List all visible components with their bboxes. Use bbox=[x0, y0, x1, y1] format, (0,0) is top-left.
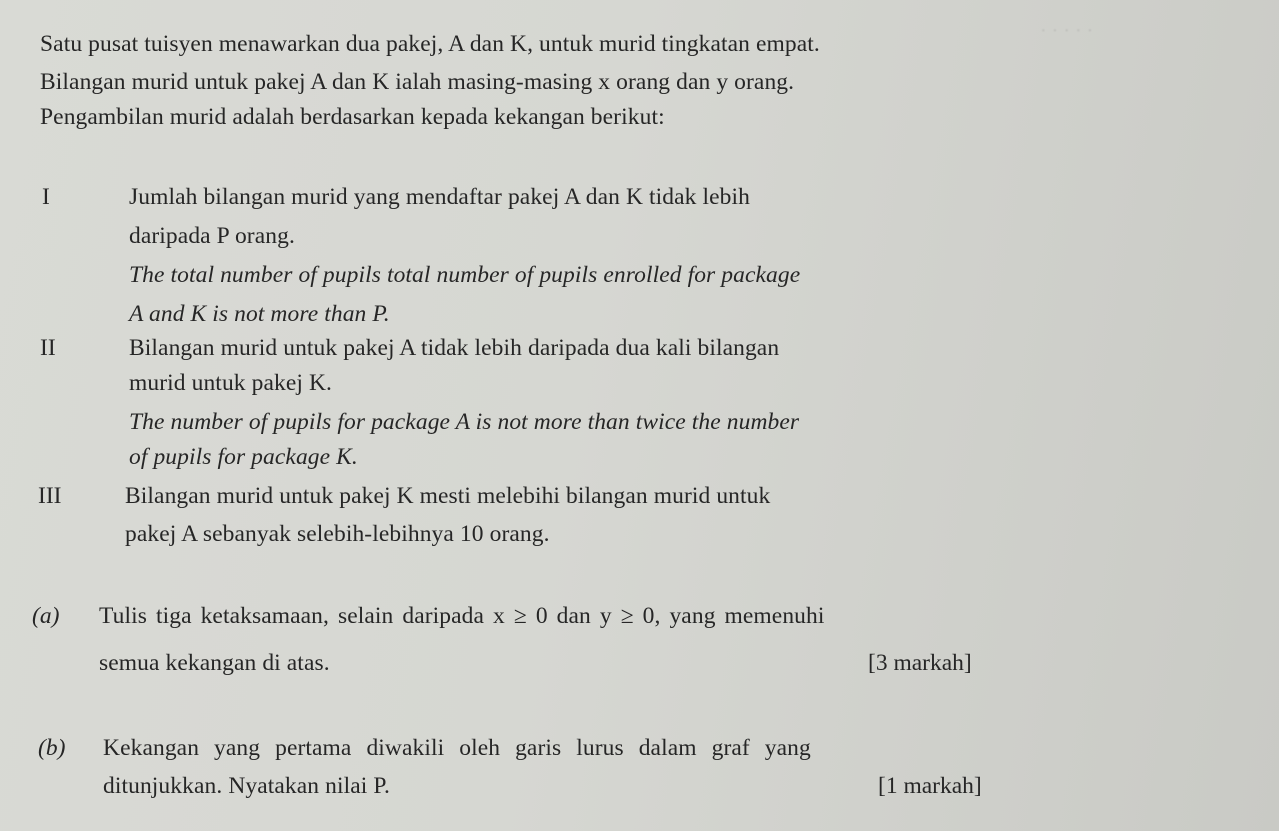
intro-line-3: Pengambilan murid adalah berdasarkan kepada kekangan berikut: bbox=[40, 104, 665, 130]
constraint-1-english-line-1: The total number of pupils total number of pupils enrolled for package bbox=[129, 262, 801, 288]
constraint-numeral-3: III bbox=[38, 483, 62, 509]
constraint-3-malay-line-2: pakej A sebanyak selebih-lebihnya 10 orang. bbox=[125, 521, 550, 547]
constraint-2-malay-line-2: murid untuk pakej K. bbox=[129, 370, 333, 396]
constraint-1-english-line-2: A and K is not more than P. bbox=[129, 301, 390, 327]
constraint-2-english-line-2: of pupils for package K. bbox=[129, 444, 358, 470]
question-a-line-1: Tulis tiga ketaksamaan, selain daripada x ≥ 0 dan y ≥ 0, yang memenuhi bbox=[99, 603, 825, 629]
constraint-numeral-2: II bbox=[40, 335, 56, 361]
question-b-label: (b) bbox=[38, 735, 66, 761]
intro-line-1: Satu pusat tuisyen menawarkan dua pakej, A dan K, untuk murid tingkatan empat. bbox=[40, 31, 820, 57]
question-a-label: (a) bbox=[32, 603, 60, 629]
constraint-1-malay-line-2: daripada P orang. bbox=[129, 223, 295, 249]
question-b-marks: [1 markah] bbox=[878, 773, 982, 799]
constraint-2-english-line-1: The number of pupils for package A is not more than twice the number bbox=[129, 409, 800, 435]
question-b-line-2: ditunjukkan. Nyatakan nilai P. bbox=[103, 773, 390, 799]
question-a-marks: [3 markah] bbox=[868, 650, 972, 676]
question-a-line-2: semua kekangan di atas. bbox=[99, 650, 330, 676]
bleed-through-shadow: · · · · · bbox=[1040, 20, 1094, 42]
constraint-2-malay-line-1: Bilangan murid untuk pakej A tidak lebih daripada dua kali bilangan bbox=[129, 335, 780, 361]
constraint-3-malay-line-1: Bilangan murid untuk pakej K mesti melebihi bilangan murid untuk bbox=[125, 483, 771, 509]
constraint-numeral-1: I bbox=[42, 184, 50, 210]
question-b-line-1: Kekangan yang pertama diwakili oleh garis lurus dalam graf yang bbox=[103, 735, 811, 761]
intro-line-2: Bilangan murid untuk pakej A dan K ialah masing-masing x orang dan y orang. bbox=[40, 69, 795, 95]
constraint-1-malay-line-1: Jumlah bilangan murid yang mendaftar pakej A dan K tidak lebih bbox=[129, 184, 750, 210]
